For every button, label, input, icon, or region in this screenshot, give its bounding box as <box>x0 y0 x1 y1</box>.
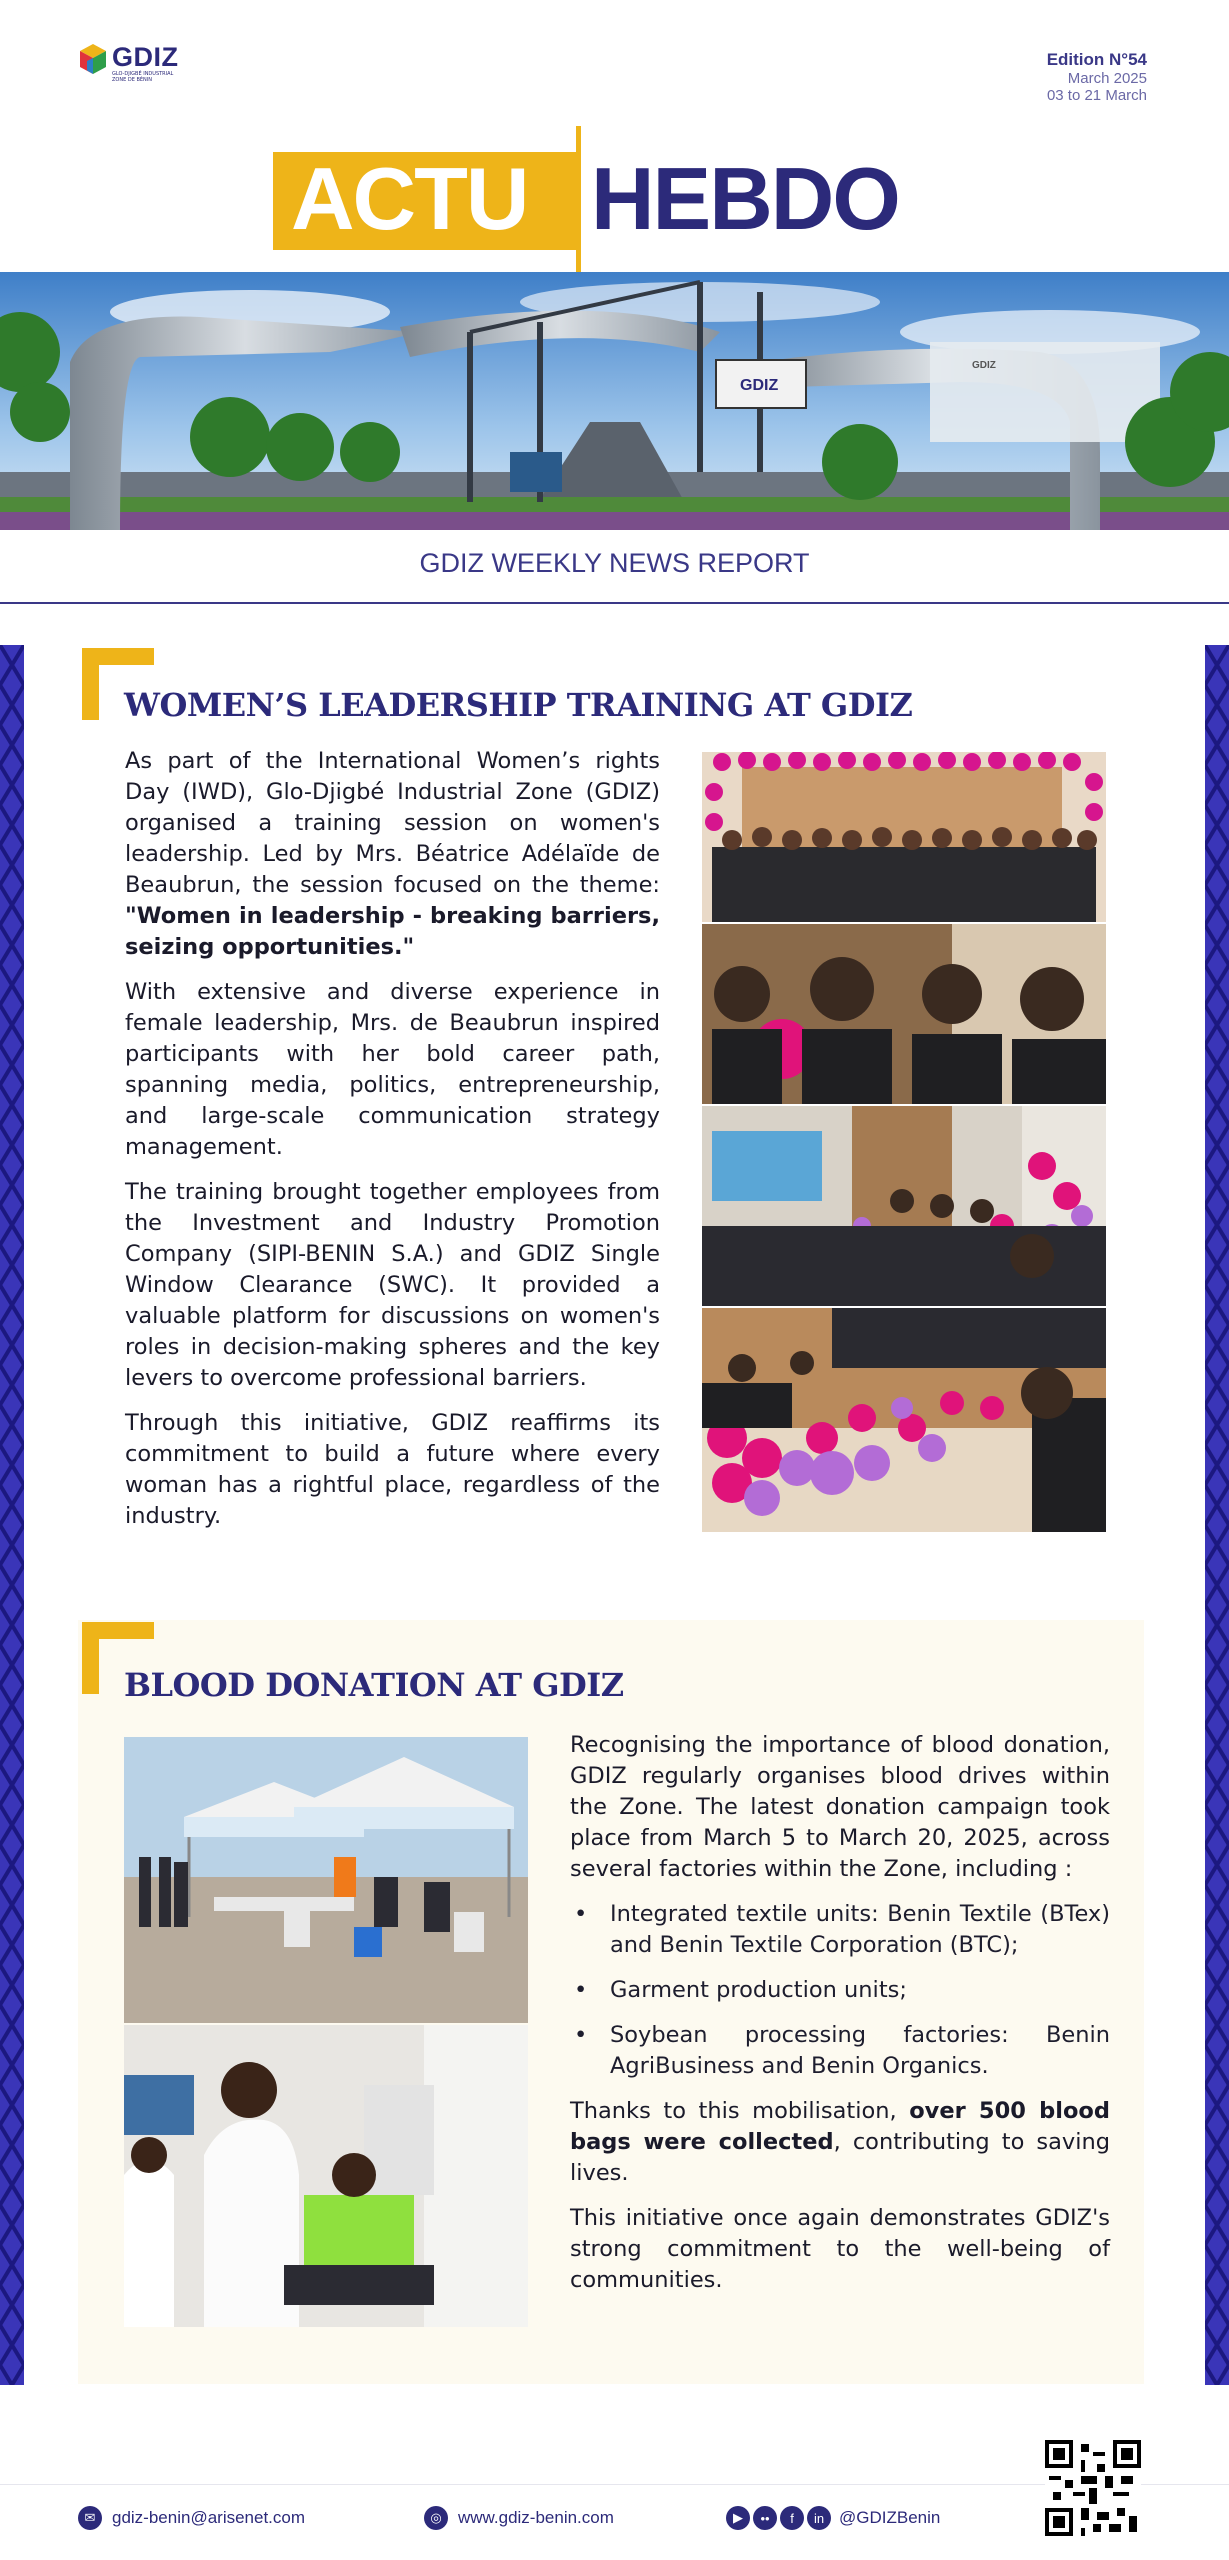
list-item-text: Integrated textile units: Benin Textile (BTex) and Benin Textile Corporation (BTC); <box>610 1901 1110 1958</box>
list-item <box>570 1975 1110 2006</box>
edition-number: Edition N°54 <box>1046 50 1147 69</box>
globe-icon: ◎ <box>424 2506 448 2530</box>
gdiz-gate-illustration <box>0 272 1229 530</box>
section2-paragraph-2 <box>570 2096 1110 2189</box>
section1-paragraph-4: Through this initiative, GDIZ reaffirms its commitment to build a future where every woman has a rightful place, regardless of the industry. <box>125 1410 660 1529</box>
section1-theme: "Women in leadership - breaking barriers, seizing opportunities." <box>125 903 660 960</box>
logo-cube-icon <box>78 42 108 80</box>
footer-social-text: @GDIZBenin <box>839 2508 941 2527</box>
tribal-pattern-icon <box>0 645 24 2385</box>
section2-paragraph-3: This initiative once again demonstrates GDIZ's strong commitment to the well-being of communities. <box>570 2205 1110 2293</box>
youtube-icon: ▶ <box>726 2506 750 2530</box>
section1-p1-text: As part of the International Women’s rights Day (IWD), Glo-Djigbé Industrial Zone (GDIZ) organised a training session on women's leadership. Led by Mrs. Béatrice Adélaïde de Beaubrun, the session focused on the theme: <box>125 748 660 898</box>
linkedin-icon: in <box>807 2506 831 2530</box>
masthead <box>273 126 963 276</box>
edition-info <box>1047 50 1147 104</box>
list-item <box>570 1899 1110 1961</box>
section2-body <box>570 1730 1110 2310</box>
photo-training-room <box>702 1106 1106 1306</box>
section1-paragraph-3: The training brought together employees from the Investment and Industry Promotion Company (SIPI-BENIN S.A.) and GDIZ Single Window Clearance (SWC). It provided a valuable platform for discussions on women's roles in decision-making spheres and the key levers to overcome professional barriers. <box>125 1179 660 1391</box>
bullet-icon: • <box>574 1901 588 1927</box>
photo-group-women <box>702 752 1106 922</box>
gdiz-logo <box>78 40 188 86</box>
section2-p2-start: Thanks to this mobilisation, <box>570 2098 910 2124</box>
flickr-icon: •• <box>753 2506 777 2530</box>
gate-sign-text: GDIZ <box>740 377 779 394</box>
photo-blood-donor <box>124 2025 528 2327</box>
logo-subtext: GLO-DJIGBÉ INDUSTRIAL ZONE DE BÉNIN <box>112 71 174 83</box>
hero-image <box>0 272 1229 530</box>
footer-social[interactable] <box>726 2506 940 2530</box>
edition-month: March 2025 <box>1067 70 1147 87</box>
section2-title: BLOOD DONATION AT GDIZ <box>124 1666 624 1704</box>
photo-balloons-table <box>702 1308 1106 1532</box>
section1-paragraph-2: With extensive and diverse experience in female leadership, Mrs. de Beaubrun inspired participants with her bold career path, spanning media, politics, entrepreneurship, and large-scale communication strategy management. <box>125 979 660 1160</box>
footer-email[interactable] <box>78 2506 305 2530</box>
factories-list <box>570 1899 1110 2082</box>
list-item <box>570 2020 1110 2082</box>
email-icon: ✉ <box>78 2506 102 2530</box>
bullet-icon: • <box>574 2022 588 2048</box>
edition-dates: 03 to 21 March <box>1046 87 1147 104</box>
list-item-text: Garment production units; <box>610 1977 907 2003</box>
footer-website-text: www.gdiz-benin.com <box>458 2508 614 2527</box>
left-border-pattern <box>0 645 24 2385</box>
photo-participants-closeup <box>702 924 1106 1104</box>
section1-title: WOMEN’S LEADERSHIP TRAINING AT GDIZ <box>124 686 913 724</box>
section1-body <box>125 746 660 1546</box>
section1-paragraph-1 <box>125 746 660 963</box>
weekly-report-subtitle: GDIZ WEEKLY NEWS REPORT <box>419 548 810 578</box>
section2-p2-end: , contributing to saving lives. <box>570 2129 1111 2186</box>
facebook-icon: f <box>780 2506 804 2530</box>
masthead-hebdo: HEBDO <box>591 149 899 248</box>
qr-code-icon <box>1045 2440 1141 2536</box>
photo-blood-drive-tents <box>124 1737 528 2023</box>
footer-website[interactable] <box>424 2506 614 2530</box>
right-border-pattern <box>1205 645 1229 2385</box>
subtitle-divider <box>0 602 1229 604</box>
logo-text: GDIZ <box>112 42 179 72</box>
footer-email-text: gdiz-benin@arisenet.com <box>112 2508 306 2527</box>
masthead-divider <box>576 126 581 272</box>
tribal-pattern-icon <box>1205 645 1229 2385</box>
gate-sign-small: GDIZ <box>972 360 996 371</box>
qr-code[interactable] <box>1045 2440 1141 2536</box>
section2-paragraph-1: Recognising the importance of blood donation, GDIZ regularly organises blood drives within the Zone. The latest donation campaign took place from March 5 to March 20, 2025, across several factories within the Zone, including : <box>570 1732 1110 1882</box>
masthead-actu: ACTU <box>291 149 528 248</box>
blood-bags-highlight: over 500 blood bags were collected <box>570 2098 1110 2155</box>
list-item-text: Soybean processing factories: Benin AgriBusiness and Benin Organics. <box>610 2022 1110 2079</box>
bullet-icon: • <box>574 1977 588 2003</box>
